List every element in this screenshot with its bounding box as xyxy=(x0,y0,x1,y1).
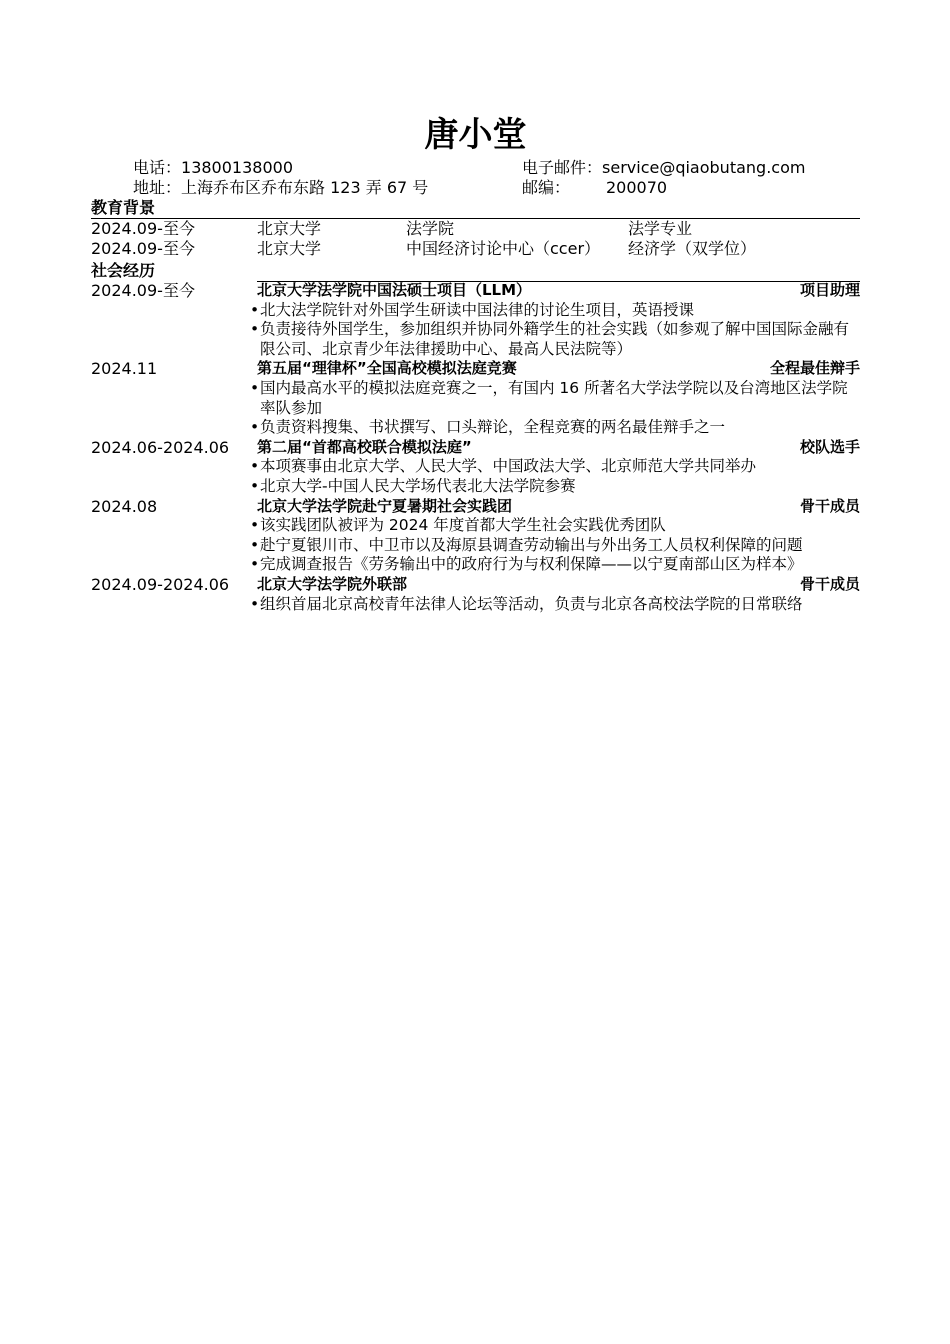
bullet-item xyxy=(250,536,860,556)
bullet-dot-icon: • xyxy=(250,418,260,437)
bullet-text: 该实践团队被评为 2024 年度首都大学生社会实践优秀团队 xyxy=(260,516,666,535)
experience-org: 第二届“首都高校联合模拟法庭” xyxy=(257,437,472,456)
experience-org: 北京大学法学院赴宁夏暑期社会实践团 xyxy=(257,496,513,515)
education-row xyxy=(91,239,860,259)
bullet-dot-icon: • xyxy=(250,300,260,319)
bullet-item xyxy=(250,516,860,536)
bullet-item xyxy=(250,301,860,321)
postcode-value: 200070 xyxy=(606,178,668,197)
experience-head xyxy=(91,281,860,301)
experience-head xyxy=(91,575,860,595)
bullet-item xyxy=(250,457,860,477)
education-dept: 法学院 xyxy=(406,219,455,238)
bullet-item xyxy=(250,379,860,418)
experience-bullets xyxy=(91,516,860,575)
bullet-dot-icon: • xyxy=(250,516,260,535)
resume-name: 唐小堂 xyxy=(424,115,527,155)
education-school: 北京大学 xyxy=(257,239,322,258)
experience-item xyxy=(91,438,860,497)
bullet-dot-icon: • xyxy=(250,535,260,554)
bullet-dot-icon: • xyxy=(250,476,260,495)
experience-section-title: 社会经历 xyxy=(91,261,156,280)
experience-bullets xyxy=(91,457,860,496)
experience-head xyxy=(91,359,860,379)
email-label: 电子邮件： xyxy=(522,158,603,177)
bullet-item xyxy=(250,477,860,497)
education-section-title: 教育背景 xyxy=(91,198,860,219)
bullet-text: 赴宁夏银川市、中卫市以及海原县调查劳动输出与外出务工人员权利保障的问题 xyxy=(260,535,803,554)
experience-item xyxy=(91,497,860,575)
experience-role: 全程最佳辩手 xyxy=(769,359,860,378)
experience-item xyxy=(91,575,860,614)
phone-label: 电话： xyxy=(133,158,182,177)
phone-value: 13800138000 xyxy=(181,158,293,177)
bullet-text: 负责资料搜集、书状撰写、口头辩论，全程竞赛的两名最佳辩手之一 xyxy=(260,418,726,437)
bullet-dot-icon: • xyxy=(250,594,260,613)
resume-page xyxy=(91,112,860,614)
experience-date: 2024.09-至今 xyxy=(91,281,195,300)
bullet-item xyxy=(250,595,860,615)
experience-bullets xyxy=(91,301,860,360)
education-row xyxy=(91,219,860,239)
education-major: 经济学（双学位） xyxy=(628,239,757,258)
experience-divider xyxy=(257,281,860,282)
experience-head xyxy=(91,438,860,458)
bullet-text: 北大法学院针对外国学生研读中国法律的讨论生项目，英语授课 xyxy=(260,300,695,319)
experience-date: 2024.08 xyxy=(91,496,158,516)
education-date: 2024.09-至今 xyxy=(91,219,195,238)
experience-org: 北京大学法学院中国法硕士项目（LLM） xyxy=(257,281,532,299)
experience-date: 2024.11 xyxy=(91,359,158,379)
experience-date: 2024.06-2024.06 xyxy=(91,437,230,457)
address-line xyxy=(133,178,428,198)
bullet-text: 本项赛事由北京大学、人民大学、中国政法大学、北京师范大学共同举办 xyxy=(260,457,757,476)
bullet-dot-icon: • xyxy=(250,555,260,574)
experience-role: 校队选手 xyxy=(799,437,860,456)
contact-block xyxy=(91,158,860,198)
experience-date: 2024.09-2024.06 xyxy=(91,574,230,594)
experience-item xyxy=(91,359,860,437)
experience-list xyxy=(91,281,860,614)
bullet-dot-icon: • xyxy=(250,457,260,476)
bullet-dot-icon: • xyxy=(250,320,260,339)
bullet-item xyxy=(250,418,860,438)
email-line xyxy=(522,158,805,178)
bullet-item xyxy=(250,555,860,575)
experience-bullets xyxy=(91,595,860,615)
bullet-text: 完成调查报告《劳务输出中的政府行为与权利保障——以宁夏南部山区为样本》 xyxy=(260,555,803,574)
email-value: service@qiaobutang.com xyxy=(602,158,806,177)
phone-line xyxy=(133,158,293,178)
bullet-text: 组织首届北京高校青年法律人论坛等活动，负责与北京各高校法学院的日常联络 xyxy=(260,594,803,613)
postcode-label: 邮编： xyxy=(522,178,571,197)
bullet-text: 北京大学-中国人民大学场代表北大法学院参赛 xyxy=(260,476,576,495)
education-dept: 中国经济讨论中心（ccer） xyxy=(406,239,601,258)
bullet-dot-icon: • xyxy=(250,378,260,397)
education-major: 法学专业 xyxy=(628,219,693,238)
experience-item xyxy=(91,281,860,359)
bullet-text: 负责接待外国学生，参加组织并协同外籍学生的社会实践（如参观了解中国国际金融有限公司、北京青少年法律援助中心、最高人民法院等） xyxy=(260,320,850,358)
education-list xyxy=(91,219,860,259)
experience-head xyxy=(91,497,860,517)
bullet-text: 国内最高水平的模拟法庭竞赛之一，有国内 16 所著名大学法学院以及台湾地区法学院率队参加 xyxy=(260,378,848,417)
address-value: 上海乔布区乔布东路 123 弄 67 号 xyxy=(181,178,429,197)
bullet-item xyxy=(250,320,860,359)
experience-org: 第五届“理律杯”全国高校模拟法庭竞赛 xyxy=(257,359,517,378)
experience-role: 项目助理 xyxy=(799,281,860,299)
education-school: 北京大学 xyxy=(257,219,322,238)
experience-org: 北京大学法学院外联部 xyxy=(257,574,408,593)
postcode-line xyxy=(522,178,667,198)
experience-bullets xyxy=(91,379,860,438)
experience-role: 骨干成员 xyxy=(799,496,860,515)
education-date: 2024.09-至今 xyxy=(91,239,195,258)
experience-role: 骨干成员 xyxy=(799,574,860,593)
address-label: 地址： xyxy=(133,178,182,197)
